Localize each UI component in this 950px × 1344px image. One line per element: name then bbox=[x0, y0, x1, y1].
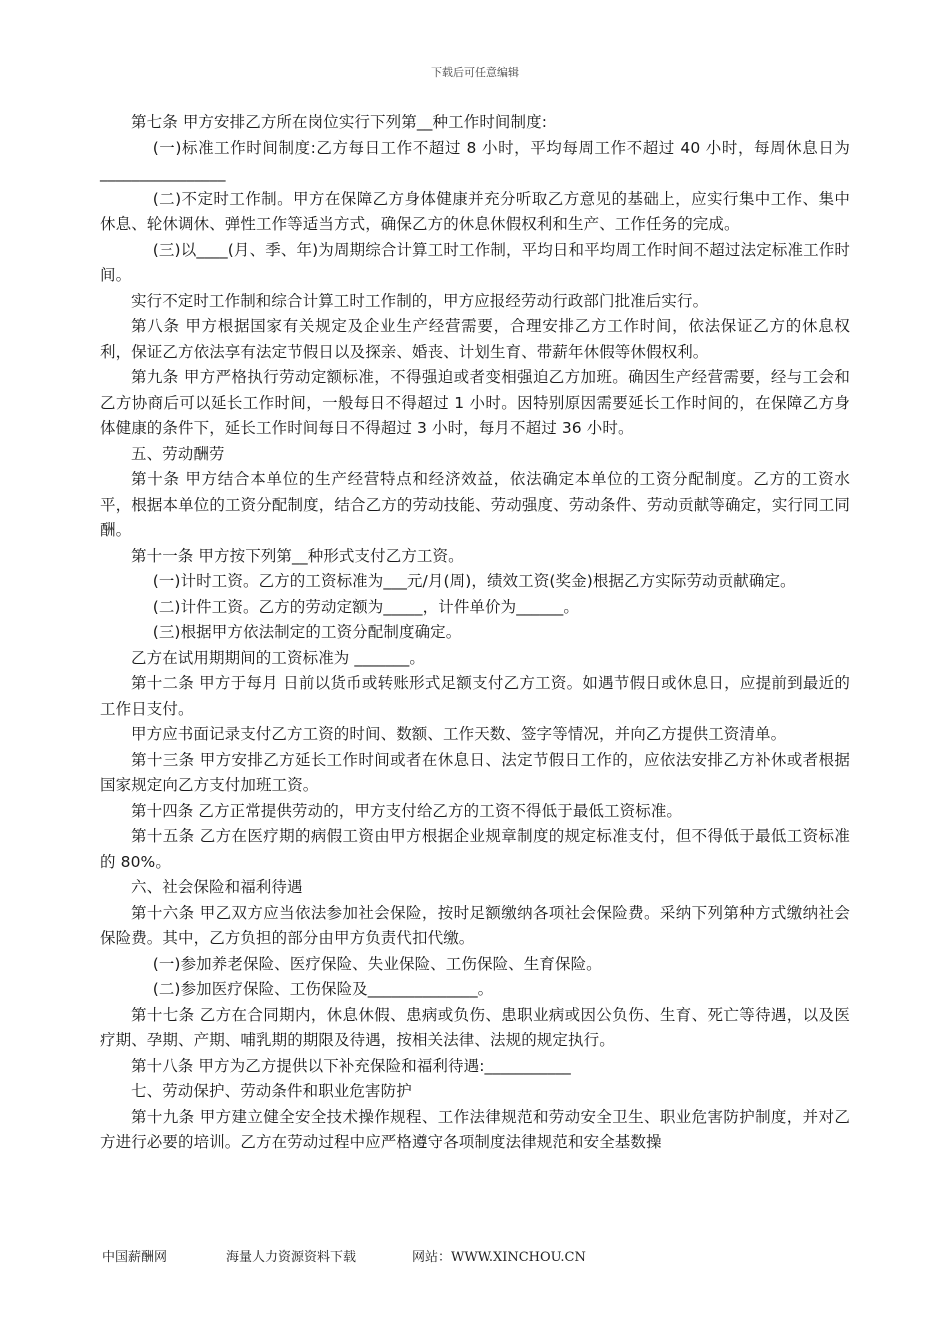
paragraph-p24: 第十七条 乙方在合同期内，休息休假、患病或负伤、患职业病或因公负伤、生育、死亡等待遇，以及医疗期、孕期、产期、哺乳期的期限及待遇，按相关法律、法规的规定执行。 bbox=[100, 1005, 850, 1049]
paragraph-p07: 第九条 甲方严格执行劳动定额标准，不得强迫或者变相强迫乙方加班。确因生产经营需要，经与工会和乙方协商后可以延长工作时间，一般每日不得超过 1 小时。因特别原因需要延长工作时间的，在保障乙方身体健康的条件下，延长工作时间每日不得超过 3 小时，每月不超过 36 小时。 bbox=[100, 368, 850, 437]
page-footer bbox=[102, 1246, 586, 1265]
paragraph-p13: (三)根据甲方依法制定的工资分配制度确定。 bbox=[152, 623, 462, 641]
paragraph-p22: (一)参加养老保险、医疗保险、失业保险、工伤保险、生育保险。 bbox=[152, 954, 602, 973]
footer-site-name: 中国薪酬网 bbox=[102, 1250, 168, 1265]
page-header: 下载后可任意编辑 bbox=[431, 66, 519, 79]
paragraph-p14: 乙方在试用期期间的工资标准为 _______。 bbox=[131, 648, 425, 667]
paragraph-p05: 实行不定时工作制和综合计算工时工作制的，甲方应报经劳动行政部门批准后实行。 bbox=[131, 291, 709, 310]
paragraph-p20: 六、社会保险和福利待遇 bbox=[131, 878, 303, 896]
footer-website: 网站：WWW.XINCHOU.CN bbox=[412, 1250, 586, 1265]
paragraph-p17: 第十三条 甲方安排乙方延长工作时间或者在休息日、法定节假日工作的，应依法安排乙方补休或者根据国家规定向乙方支付加班工资。 bbox=[100, 750, 850, 794]
paragraph-p01: 第七条 甲方安排乙方所在岗位实行下列第__种工作时间制度: bbox=[131, 113, 548, 131]
paragraph-p08: 五、劳动酬劳 bbox=[131, 444, 225, 463]
paragraph-p10: 第十一条 甲方按下列第__种形式支付乙方工资。 bbox=[131, 546, 464, 565]
footer-slogan: 海量人力资源资料下载 bbox=[226, 1250, 357, 1265]
paragraph-p11: (一)计时工资。乙方的工资标准为___元/月(周)，绩效工资(奖金)根据乙方实际劳动贡献确定。 bbox=[152, 572, 796, 590]
paragraph-p06: 第八条 甲方根据国家有关规定及企业生产经营需要，合理安排乙方工作时间，依法保证乙方的休息权利，保证乙方依法享有法定节假日以及探亲、婚丧、计划生育、带薪年休假等休假权利。 bbox=[100, 317, 850, 361]
paragraph-p04: (三)以____(月、季、年)为周期综合计算工时工作制，平均日和平均周工作时间不超过法定标准工作时间。 bbox=[100, 240, 850, 284]
paragraph-p16: 甲方应书面记录支付乙方工资的时间、数额、工作天数、签字等情况，并向乙方提供工资清单。 bbox=[131, 725, 787, 743]
paragraph-p23: (二)参加医疗保险、工伤保险及______________。 bbox=[152, 980, 494, 998]
paragraph-p27: 第十九条 甲方建立健全安全技术操作规程、工作法律规范和劳动安全卫生、职业危害防护制度，并对乙方进行必要的培训。乙方在劳动过程中应严格遵守各项制度法律规范和安全基数操 bbox=[100, 1107, 850, 1151]
paragraph-p26: 七、劳动保护、劳动条件和职业危害防护 bbox=[131, 1082, 412, 1100]
paragraph-p21: 第十六条 甲乙双方应当依法参加社会保险，按时足额缴纳各项社会保险费。采纳下列第种方式缴纳社会保险费。其中，乙方负担的部分由甲方负责代扣代缴。 bbox=[100, 903, 850, 947]
paragraph-p19: 第十五条 乙方在医疗期的病假工资由甲方根据企业规章制度的规定标准支付，但不得低于最低工资标准的 80%。 bbox=[100, 827, 850, 871]
paragraph-p25: 第十八条 甲方为乙方提供以下补充保险和福利待遇:___________ bbox=[131, 1056, 571, 1075]
paragraph-p18: 第十四条 乙方正常提供劳动的，甲方支付给乙方的工资不得低于最低工资标准。 bbox=[131, 801, 683, 820]
paragraph-p15: 第十二条 甲方于每月 日前以货币或转账形式足额支付乙方工资。如遇节假日或休息日，应提前到最近的工作日支付。 bbox=[100, 674, 850, 718]
paragraph-p03: (二)不定时工作制。甲方在保障乙方身体健康并充分听取乙方意见的基础上，应实行集中工作、集中休息、轮休调休、弹性工作等适当方式，确保乙方的休息休假权利和生产、工作任务的完成。 bbox=[100, 189, 850, 233]
paragraph-p12: (二)计件工资。乙方的劳动定额为_____，计件单价为______。 bbox=[152, 597, 579, 616]
paragraph-p09: 第十条 甲方结合本单位的生产经营特点和经济效益，依法确定本单位的工资分配制度。乙方的工资水平，根据本单位的工资分配制度，结合乙方的劳动技能、劳动强度、劳动条件、劳动贡献等确定，实行同工同酬。 bbox=[100, 470, 850, 539]
document-body bbox=[100, 110, 850, 1156]
paragraph-p02: (一)标准工作时间制度:乙方每日工作不超过 8 小时，平均每周工作不超过 40 小时，每周休息日为________________ bbox=[100, 138, 850, 182]
